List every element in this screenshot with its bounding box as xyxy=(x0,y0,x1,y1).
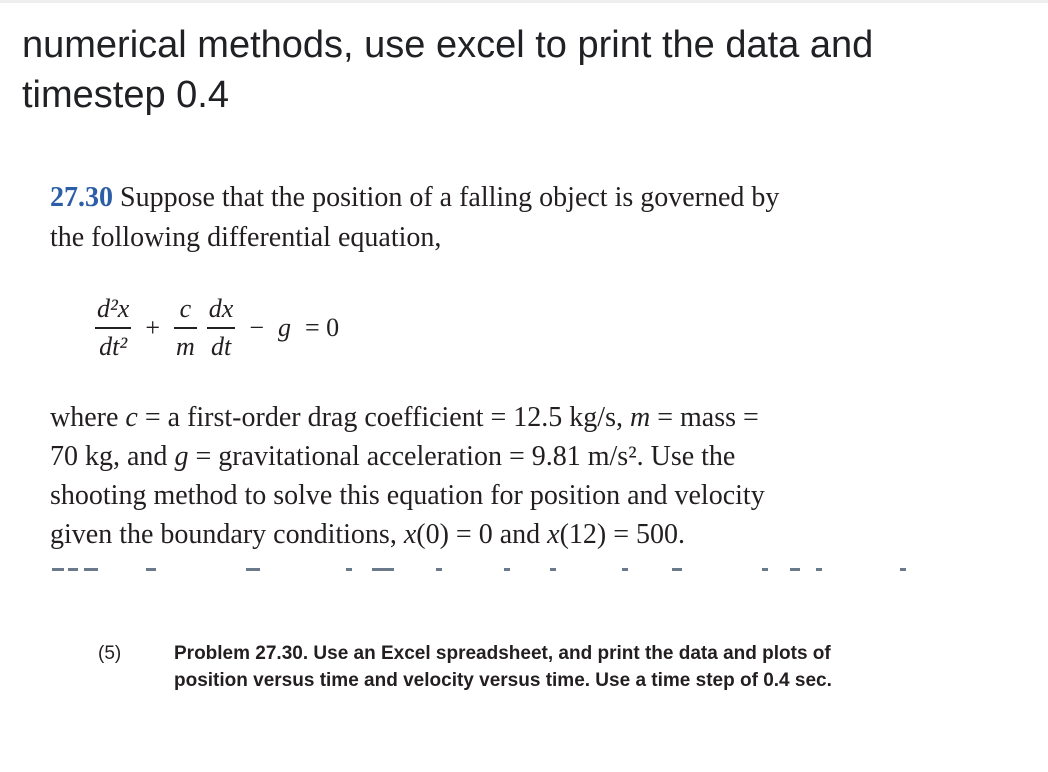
fraction-denominator: dt xyxy=(210,331,232,361)
fraction-bar xyxy=(174,327,197,329)
fraction-denominator: m xyxy=(176,331,195,361)
problem-statement xyxy=(50,178,920,258)
problem-intro-line-2: the following differential equation, xyxy=(50,222,442,253)
first-derivative-fraction xyxy=(207,294,236,362)
gravity-symbol: g xyxy=(278,313,292,342)
fraction-numerator: c xyxy=(179,294,192,324)
problem-intro-text-1: Suppose that the position of a falling object is governed by xyxy=(120,182,780,213)
symbol-m: m xyxy=(629,402,651,433)
mass-value: 70 kg, and xyxy=(50,441,175,472)
plus-sign: + xyxy=(145,313,161,342)
question-line-2: timestep 0.4 xyxy=(22,74,229,116)
second-derivative-fraction xyxy=(95,294,131,362)
assignment-line-1: Problem 27.30. Use an Excel spreadsheet, and print the data and plots of xyxy=(174,643,831,664)
body-line-3: shooting method to solve this equation for position and velocity xyxy=(50,480,765,511)
boundary-condition-1: (0) = 0 and xyxy=(416,519,548,550)
symbol-x: x xyxy=(547,519,560,550)
fraction-bar xyxy=(207,327,236,329)
cropped-next-line xyxy=(50,566,910,574)
assignment-line-2: position versus time and velocity versus time. Use a time step of 0.4 sec. xyxy=(174,670,832,691)
body-line-1 xyxy=(50,398,912,437)
mass-definition: = mass = xyxy=(650,402,759,433)
symbol-c: c xyxy=(125,402,138,433)
body-line-2 xyxy=(50,437,912,476)
problem-intro-line-1 xyxy=(50,178,920,218)
question-text xyxy=(22,20,1022,120)
minus-sign: − xyxy=(249,313,265,342)
drag-definition: = a first-order drag coefficient = 12.5 kg/s, xyxy=(137,402,630,433)
boundary-intro: given the boundary conditions, xyxy=(50,519,404,550)
gravity-definition: = gravitational acceleration = 9.81 m/s². Use the xyxy=(188,441,736,472)
fraction-bar xyxy=(95,327,131,329)
drag-ratio-fraction xyxy=(174,294,197,362)
assignment-text xyxy=(174,640,934,694)
boundary-condition-2: (12) = 500. xyxy=(559,519,686,550)
symbol-g: g xyxy=(174,441,189,472)
problem-number: 27.30 xyxy=(50,182,113,213)
fraction-numerator: d²x xyxy=(97,294,130,324)
differential-equation xyxy=(95,288,353,368)
top-divider xyxy=(0,0,1048,3)
problem-body xyxy=(50,398,912,554)
fraction-numerator: dx xyxy=(208,294,234,324)
assignment-points: (5) xyxy=(98,643,122,664)
question-line-1: numerical methods, use excel to print the data and xyxy=(22,24,874,66)
fraction-denominator: dt² xyxy=(99,331,128,361)
symbol-x: x xyxy=(403,519,417,550)
body-line-4 xyxy=(50,515,912,554)
word-where: where xyxy=(50,402,119,433)
equals-zero: = 0 xyxy=(305,313,340,342)
